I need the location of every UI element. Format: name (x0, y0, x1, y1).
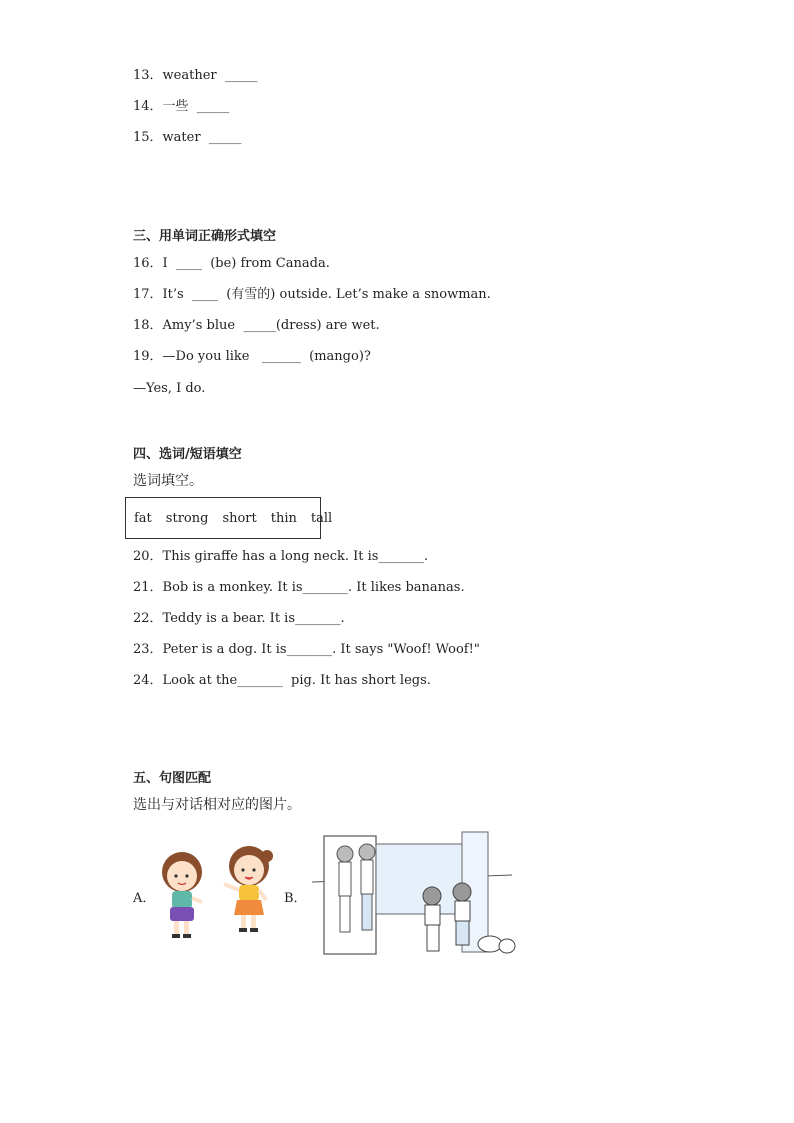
section-4-heading: 四、选词/短语填空 (133, 447, 242, 462)
section-5-instruction: 选出与对话相对应的图片。 (133, 797, 301, 813)
question-19-answer: —Yes, I do. (133, 381, 206, 396)
question-22: 22．Teddy is a bear. It is_______. (133, 611, 345, 626)
question-14: 14．一些 _____ (133, 99, 230, 114)
girls-talking-illustration (152, 842, 280, 948)
word-bank-item: short (222, 510, 257, 526)
question-15: 15．water _____ (133, 130, 242, 145)
question-17: 17．It’s ____ (有雪的) outside. Let’s make a snowman. (133, 287, 491, 302)
section-4-instruction: 选词填空。 (133, 473, 203, 489)
option-b-label: B． (284, 891, 307, 906)
children-at-window-illustration (312, 830, 516, 956)
word-bank-item: tall (310, 510, 333, 526)
option-a-label: A． (133, 891, 156, 906)
section-3-heading: 三、用单词正确形式填空 (133, 229, 277, 244)
word-bank-item: fat (134, 510, 152, 526)
word-bank (125, 497, 333, 539)
question-16: 16．I ____ (be) from Canada. (133, 256, 330, 271)
question-18: 18．Amy’s blue _____(dress) are wet. (133, 318, 380, 333)
word-bank-item: strong (165, 510, 209, 526)
section-5-heading: 五、句图匹配 (133, 771, 212, 786)
question-20: 20．This giraffe has a long neck. It is_______. (133, 549, 429, 564)
question-19: 19．—Do you like ______ (mango)? (133, 349, 371, 364)
question-24: 24．Look at the_______ pig. It has short legs. (133, 673, 431, 688)
question-21: 21．Bob is a monkey. It is_______. It likes bananas. (133, 580, 465, 595)
question-23: 23．Peter is a dog. It is_______. It says "Woof! Woof!" (133, 642, 480, 657)
word-bank-item: thin (270, 510, 297, 526)
question-13: 13．weather _____ (133, 68, 258, 83)
